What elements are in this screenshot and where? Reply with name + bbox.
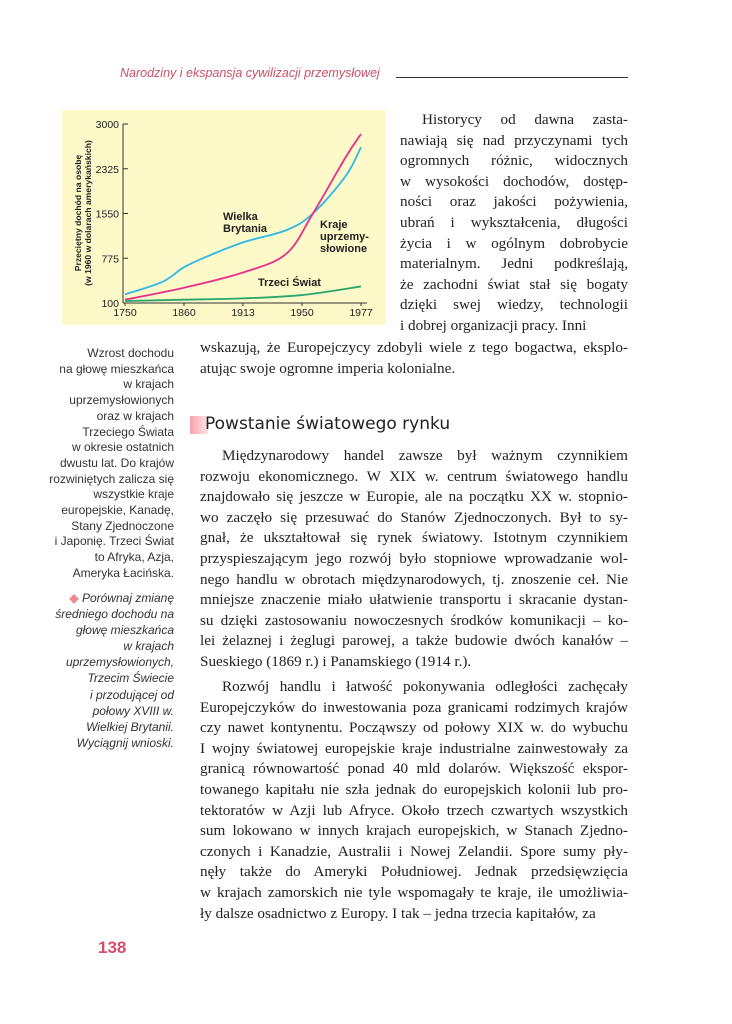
text-line: Sueskiego (1869 r.) i Panamskiego (1914 r.).	[200, 652, 472, 670]
series-label: Wielka	[223, 211, 258, 223]
text-line: tektoratów w Azji lub Afryce. Około trzech czwartych wszystkich	[200, 801, 628, 819]
text-line: że zachodni świat stał się bogaty	[400, 275, 628, 293]
series-line-2	[125, 286, 361, 301]
text-line: w krajach zamorskich nie tyle wspomagały te kraje, ile umożliwia-	[200, 883, 628, 901]
text-line: sum lokowano w innych krajach europejskich, w Stanach Zjedno-	[200, 822, 628, 840]
side-line: i Japonię. Trzeci Świat	[54, 534, 174, 549]
side-line: Trzeciego Świata	[82, 424, 174, 439]
side-line: uprzemysłowionych	[69, 393, 174, 408]
text-line: wskazują, że Europejczycy zdobyli wiele z tego bogactwa, eksplo-	[200, 339, 628, 356]
side-line: Trzecim Świecie	[87, 671, 174, 686]
text-line: rozwoju ekonomicznego. W XIX w. centrum światowego handlu	[200, 467, 628, 485]
text-line: Międzynarodowy handel zawsze był ważnym czynnikiem	[222, 447, 628, 464]
text-line: znajdowało się jeszcze w Europie, ale na początku XX w. stopnio-	[200, 488, 628, 506]
text-line: materialnym. Jedni podkreślają,	[400, 255, 628, 273]
y-tick-label: 3000	[95, 119, 119, 131]
x-tick-label: 1913	[231, 307, 255, 319]
income-chart-svg	[62, 110, 386, 325]
diamond-bullet-icon: ◆	[69, 591, 79, 605]
text-line: ubrań i wykształcenia, długości	[400, 213, 628, 231]
series-label: uprzemy-	[320, 231, 369, 243]
text-line: su dzięki zastosowaniu nowoczesnych środków komunikacji – ko-	[200, 611, 628, 629]
text-line: Europejczyków do inwestowania poza granicami rodzimych krajów	[200, 698, 628, 716]
text-line: dzięki swej wiedzy, technologii	[400, 296, 628, 314]
running-title: Narodziny i ekspansja cywilizacji przemysłowej	[120, 66, 380, 80]
text-line: ły dalsze osadnictwo z Europy. I tak – jedna trzecia kapitałów, za	[200, 904, 596, 922]
x-tick-label: 1950	[290, 307, 314, 319]
side-line: europejskie, Kanadę,	[61, 503, 174, 518]
page-number: 138	[98, 938, 127, 957]
side-line: głowę mieszkańca	[75, 623, 174, 638]
y-tick-label: 100	[101, 298, 119, 310]
text-line: ogromnych różnic, widocznych	[400, 152, 628, 170]
y-tick-label: 1550	[95, 208, 119, 221]
side-line: Stany Zjednoczone	[71, 518, 174, 533]
series-label: Trzeci Świat	[258, 277, 321, 289]
x-tick-label: 1860	[172, 307, 196, 319]
text-line: gnał, że ukształtował się rynek światowy. Istotnym czynnikiem	[200, 529, 628, 547]
series-label: słowione	[320, 243, 368, 255]
side-line: uprzemysłowionych,	[65, 655, 174, 670]
text-line: mniejsze znaczenie miało ułatwienie transportu i skracanie dystan-	[200, 591, 628, 609]
side-line: połowy XVIII w.	[92, 703, 174, 718]
income-chart	[62, 110, 386, 325]
side-line: rozwiniętych zalicza się	[49, 471, 174, 486]
side-line: Wielkiej Brytanii.	[86, 719, 174, 734]
side-line: Wyciągnij wnioski.	[76, 735, 174, 750]
y-tick-label: 775	[101, 253, 119, 266]
text-line: wo zaczęło się przesuwać do Stanów Zjednoczonych. Był to sy-	[200, 508, 628, 526]
side-line: i przodującej od	[89, 687, 174, 702]
side-line: w krajach	[123, 639, 174, 654]
text-line: granicą równowartość ponad 40 mld dolarów. Większość ekspor-	[200, 760, 628, 778]
intro-continuation	[200, 338, 628, 379]
text-line: Rozwój handlu i łatwość pokonywania odległości zachęcały	[222, 678, 628, 695]
paragraph-1	[200, 446, 628, 673]
task-line: Porównaj zmianę	[81, 591, 174, 605]
text-line: w wysokości dochodów, dostęp-	[400, 172, 628, 190]
side-line: Ameryka Łacińska.	[72, 565, 174, 580]
text-line: I wojny światowej europejskie kraje industrialne zainwestowały za	[200, 739, 628, 757]
text-line: nawiają się nad przyczynami tych	[400, 131, 628, 149]
header-rule	[396, 77, 628, 78]
text-line: nęły także do Ameryki Południowej. Jednak przedsięwzięcia	[200, 863, 628, 881]
series-label: Brytania	[223, 223, 268, 235]
side-line: oraz w krajach	[96, 408, 174, 423]
side-line: to Afryka, Azja,	[94, 550, 174, 565]
text-line: towanego kapitału nie szła jednak do europejskich kolonii lub pro-	[200, 780, 628, 798]
side-line: w krajach	[123, 377, 174, 392]
task-box	[0, 590, 174, 751]
right-column-text	[400, 110, 628, 337]
side-line: dwustu lat. Do krajów	[59, 455, 174, 470]
chart-caption	[0, 346, 174, 582]
text-line: i dobrej organizacji pracy. Inni	[400, 316, 587, 334]
side-line: wszystkie kraje	[93, 487, 174, 502]
text-line: czy nawet kontynentu. Począwszy od połowy XIX w. do wybuchu	[200, 719, 628, 737]
series-label: Kraje	[320, 219, 348, 231]
x-tick-label: 1750	[113, 307, 137, 319]
side-line: w okresie ostatnich	[71, 440, 174, 455]
side-line	[0, 590, 174, 606]
x-tick-label: 1977	[349, 307, 373, 319]
text-line: lei żelaznej i żeglugi parowej, a także budowie dwóch kanałów –	[200, 632, 628, 650]
paragraph-2	[200, 677, 628, 924]
side-line: średniego dochodu na	[55, 607, 174, 622]
text-line: przyspieszającym jego rozwój było stopniowe wprowadzanie wol-	[200, 549, 628, 567]
text-line: czonych i Kanadzie, Australii i Nowej Zelandii. Spore sumy pły-	[200, 842, 628, 860]
y-axis-label: (w 1960 w dolarach amerykańskich)	[83, 140, 93, 286]
y-axis-label: Przeciętny dochód na osobę	[73, 154, 83, 272]
side-line: Wzrost dochodu	[87, 346, 174, 360]
y-tick-label: 2325	[95, 163, 119, 176]
text-line: ności oraz jakości pożywienia,	[400, 193, 628, 211]
text-line: nego handlu w obrotach międzynarodowych, tj. znoszenie ceł. Nie	[200, 570, 628, 588]
text-line: atując swoje ogromne imperia kolonialne.	[200, 359, 456, 377]
text-line: Historycy od dawna zasta-	[422, 111, 628, 128]
section-heading: Powstanie światowego rynku	[205, 414, 451, 434]
side-line: na głowę mieszkańca	[59, 361, 174, 376]
text-line: życia i w ogólnym dobrobycie	[400, 234, 628, 252]
